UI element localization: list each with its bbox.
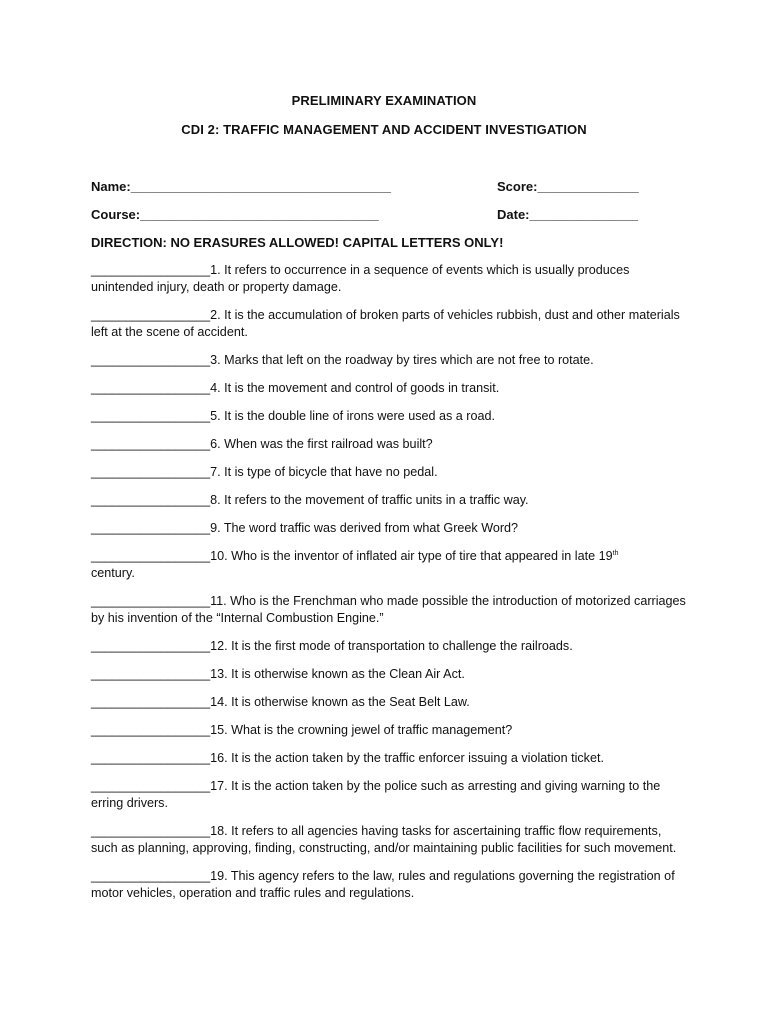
ordinal-superscript: th	[612, 549, 619, 557]
question-item	[91, 823, 687, 857]
course-field[interactable]: Course:_________________________________	[91, 207, 379, 222]
question-item	[91, 868, 687, 902]
answer-blank[interactable]: _________________	[91, 723, 211, 737]
answer-blank[interactable]: _________________	[91, 594, 211, 608]
exam-subtitle: CDI 2: TRAFFIC MANAGEMENT AND ACCIDENT INVESTIGATION	[181, 122, 587, 137]
question-item	[91, 750, 687, 767]
question-item	[91, 520, 687, 537]
course-date-row	[91, 207, 681, 222]
answer-blank[interactable]: _________________	[91, 824, 211, 838]
question-text: 10. Who is the inventor of inflated air type of tire that appeared in late 19	[210, 549, 613, 563]
question-text: 7. It is type of bicycle that have no pedal.	[210, 465, 438, 479]
question-text: 13. It is otherwise known as the Clean Air Act.	[210, 667, 465, 681]
question-text: 14. It is otherwise known as the Seat Belt Law.	[210, 695, 470, 709]
answer-blank[interactable]: _________________	[91, 353, 211, 367]
answer-blank[interactable]: _________________	[91, 308, 211, 322]
answer-blank[interactable]: _________________	[91, 409, 211, 423]
exam-title: PRELIMINARY EXAMINATION	[291, 93, 477, 108]
answer-blank[interactable]: _________________	[91, 437, 211, 451]
question-item	[91, 307, 687, 341]
question-item	[91, 778, 687, 812]
question-text: 16. It is the action taken by the traffic enforcer issuing a violation ticket.	[210, 751, 604, 765]
question-text: 9. The word traffic was derived from what Greek Word?	[210, 521, 519, 535]
answer-blank[interactable]: _________________	[91, 493, 211, 507]
name-score-row	[91, 179, 681, 194]
question-text: 18. It refers to all agencies having tasks for ascertaining traffic flow requirements, such as planning, approving, finding, constructing, and/or maintaining public facilities for such movement.	[91, 824, 677, 855]
answer-blank[interactable]: _________________	[91, 549, 211, 563]
question-text: 8. It refers to the movement of traffic units in a traffic way.	[210, 493, 529, 507]
answer-blank[interactable]: _________________	[91, 667, 211, 681]
direction-text: DIRECTION: NO ERASURES ALLOWED! CAPITAL LETTERS ONLY!	[91, 235, 504, 250]
question-list	[91, 262, 687, 913]
question-item	[91, 352, 687, 369]
question-item	[91, 694, 687, 711]
question-text: 4. It is the movement and control of goods in transit.	[210, 381, 500, 395]
question-item	[91, 408, 687, 425]
question-item	[91, 548, 687, 582]
question-item	[91, 262, 687, 296]
question-text: 5. It is the double line of irons were used as a road.	[210, 409, 496, 423]
answer-blank[interactable]: _________________	[91, 263, 211, 277]
date-field[interactable]: Date:_______________	[497, 207, 638, 222]
answer-blank[interactable]: _________________	[91, 869, 211, 883]
answer-blank[interactable]: _________________	[91, 695, 211, 709]
question-item	[91, 593, 687, 627]
question-text: 17. It is the action taken by the police such as arresting and giving warning to the erring drivers.	[91, 779, 661, 810]
answer-blank[interactable]: _________________	[91, 381, 211, 395]
answer-blank[interactable]: _________________	[91, 465, 211, 479]
question-item	[91, 666, 687, 683]
score-field[interactable]: Score:______________	[497, 179, 639, 194]
question-text: 6. When was the first railroad was built?	[210, 437, 433, 451]
answer-blank[interactable]: _________________	[91, 639, 211, 653]
question-item	[91, 722, 687, 739]
question-item	[91, 638, 687, 655]
question-text-continuation: century.	[91, 566, 135, 580]
question-text: 15. What is the crowning jewel of traffic management?	[210, 723, 513, 737]
question-text: 12. It is the first mode of transportation to challenge the railroads.	[210, 639, 573, 653]
question-text: 3. Marks that left on the roadway by tires which are not free to rotate.	[210, 353, 594, 367]
question-item	[91, 380, 687, 397]
question-text: 1. It refers to occurrence in a sequence of events which is usually produces unintended injury, death or property damage.	[91, 263, 630, 294]
question-text: 11. Who is the Frenchman who made possible the introduction of motorized carriages by his invention of the “Internal Combustion Engine.”	[91, 594, 686, 625]
question-text: 19. This agency refers to the law, rules and regulations governing the registration of motor vehicles, operation and traffic rules and regulations.	[91, 869, 675, 900]
question-item	[91, 492, 687, 509]
answer-blank[interactable]: _________________	[91, 521, 211, 535]
answer-blank[interactable]: _________________	[91, 779, 211, 793]
question-item	[91, 464, 687, 481]
name-field[interactable]: Name:____________________________________	[91, 179, 392, 194]
answer-blank[interactable]: _________________	[91, 751, 211, 765]
question-item	[91, 436, 687, 453]
question-text: 2. It is the accumulation of broken parts of vehicles rubbish, dust and other materials left at the scene of accident.	[91, 308, 680, 339]
